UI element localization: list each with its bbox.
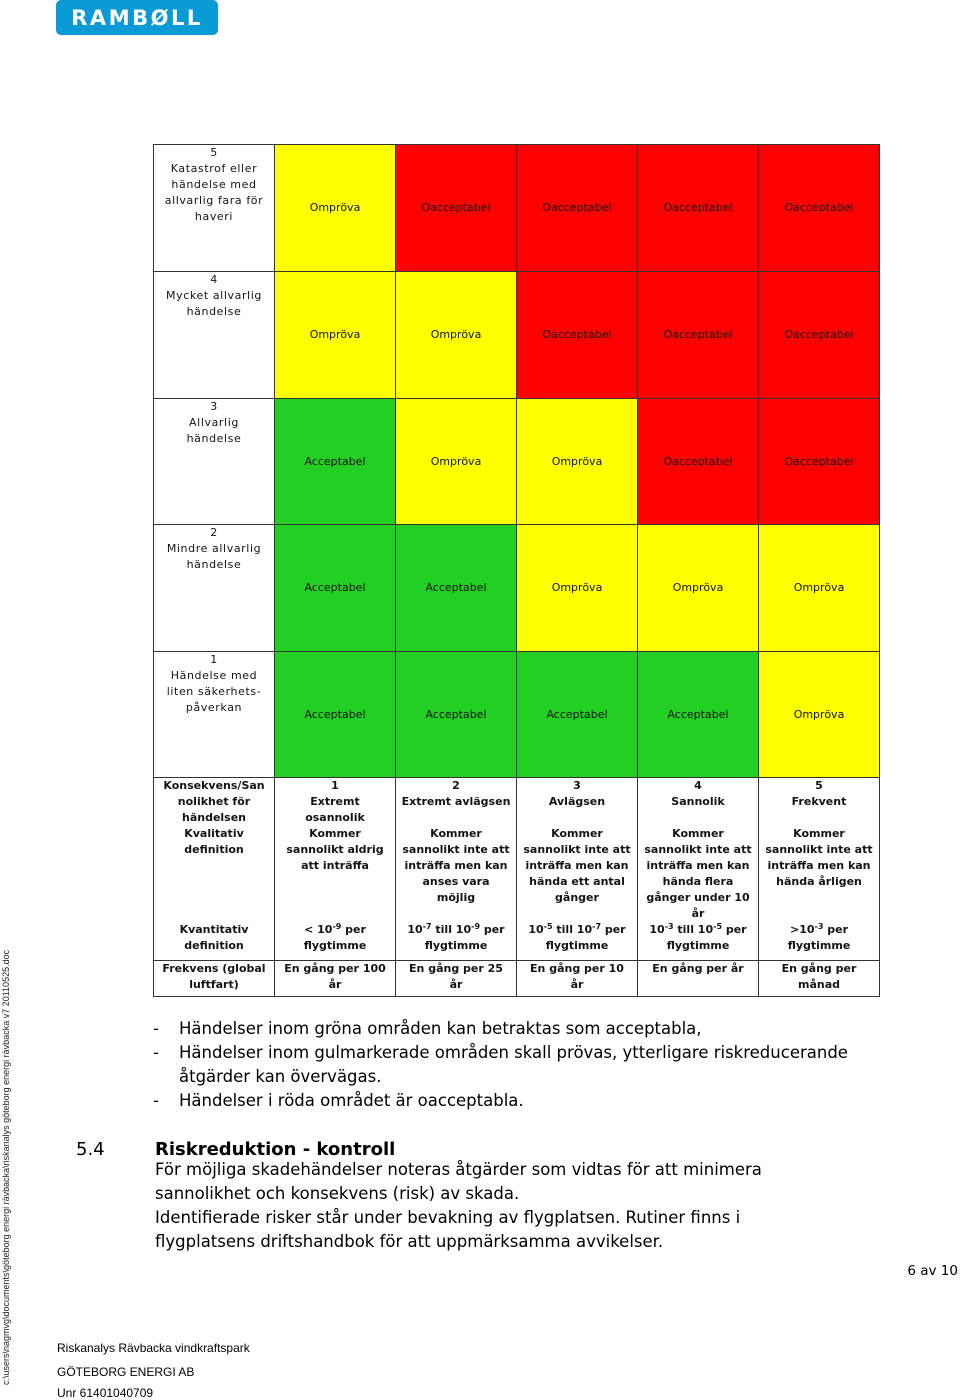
risk-assessment-text: Oacceptabel	[542, 328, 612, 341]
definition-header-line: osannolik	[305, 811, 365, 824]
definition-header-line: 4	[694, 779, 702, 792]
risk-cell-yellow	[275, 272, 396, 399]
quantitative-text: per	[341, 923, 366, 936]
risk-assessment-text: Oacceptabel	[663, 454, 733, 468]
definition-header	[396, 778, 516, 826]
risk-assessment-text: Ompröva	[793, 581, 845, 594]
section-title: Riskreduktion - kontroll	[155, 1139, 396, 1160]
exponent: -3	[664, 922, 674, 931]
footer-project: Riskanalys Rävbacka vindkraftspark	[57, 1341, 250, 1355]
section-number: 5.4	[76, 1139, 105, 1160]
risk-assessment-text: Ompröva	[793, 707, 845, 721]
frequency-value-line: månad	[797, 978, 840, 991]
exponent: -9	[332, 922, 342, 931]
quantitative-definition	[154, 922, 274, 954]
quantitative-definition	[759, 922, 879, 954]
consequence-label-line: Mycket allvarlig	[166, 289, 262, 302]
quantitative-line	[275, 922, 395, 938]
note-line: Händelser inom gröna områden kan betraktas som acceptabla,	[179, 1019, 702, 1038]
quantitative-text: >10	[789, 923, 815, 936]
consequence-label	[154, 525, 275, 652]
risk-assessment-text: Oacceptabel	[542, 201, 612, 214]
note-dash: -	[153, 1091, 159, 1110]
risk-assessment-text: Acceptabel	[425, 581, 487, 594]
likelihood-column-3	[517, 778, 638, 961]
exponent: -7	[592, 922, 602, 931]
qualitative-definition	[154, 826, 274, 922]
definition-header-line: nolikhet för	[177, 795, 251, 808]
quantitative-text: definition	[184, 939, 244, 952]
qualitative-line: hända ett antal	[529, 875, 625, 888]
risk-assessment-text: Oacceptabel	[663, 328, 733, 341]
note-item	[153, 1041, 848, 1089]
note-item	[153, 1089, 848, 1113]
note-line: Händelser inom gulmarkerade områden skall prövas, ytterligare riskreducerande	[179, 1043, 848, 1062]
consequence-label-line: 2	[210, 526, 218, 539]
note-text	[179, 1041, 848, 1089]
quantitative-line	[154, 938, 274, 954]
frequency-value-line: år	[328, 978, 342, 991]
risk-matrix	[153, 144, 880, 997]
quantitative-text: 10	[407, 923, 423, 936]
frequency-value	[759, 961, 880, 997]
consequence-label-line: Katastrof eller	[170, 162, 258, 175]
quantitative-line	[638, 938, 758, 954]
definition-header-line: Konsekvens/San	[163, 779, 265, 792]
risk-cell-green	[396, 525, 517, 652]
risk-cell-yellow	[517, 399, 638, 525]
definition-header	[517, 778, 637, 826]
definition-header	[759, 778, 879, 826]
definition-header-line: händelsen	[181, 811, 247, 824]
frequency-value-line: år	[570, 978, 584, 991]
qualitative-line: Kommer	[551, 827, 603, 840]
risk-cell-green	[275, 525, 396, 652]
consequence-label	[154, 652, 275, 778]
exponent: -5	[713, 922, 723, 931]
consequence-label-line: händelse med	[171, 178, 257, 191]
exponent: -5	[543, 922, 553, 931]
risk-assessment-text: Acceptabel	[304, 581, 366, 594]
consequence-label-line: liten säkerhets-	[166, 685, 262, 698]
quantitative-line	[275, 938, 395, 954]
risk-assessment-text: Oacceptabel	[784, 201, 854, 214]
quantitative-text: flygtimme	[424, 939, 488, 952]
consequence-label	[154, 272, 275, 399]
paragraph-line: flygplatsens driftshandbok för att uppmärksamma avvikelser.	[155, 1232, 664, 1251]
definition-header-line: 1	[331, 779, 339, 792]
definition-header-line: Extremt avlägsen	[401, 795, 511, 808]
frequency-value	[275, 961, 396, 997]
frequency-value-line: En gång per 25	[409, 962, 503, 975]
risk-cell-green	[275, 652, 396, 778]
qualitative-line: Kommer	[672, 827, 724, 840]
risk-assessment-text: Acceptabel	[667, 707, 729, 721]
risk-cell-green	[275, 399, 396, 525]
qualitative-line: sannolikt inte att	[523, 843, 631, 856]
likelihood-column-1	[275, 778, 396, 961]
note-dash: -	[153, 1043, 159, 1062]
risk-cell-red	[759, 145, 880, 272]
definition-header	[275, 778, 395, 826]
consequence-label-line: allvarlig fara för	[164, 194, 264, 207]
qualitative-line: gånger under 10	[646, 891, 750, 904]
risk-cell-yellow	[517, 525, 638, 652]
risk-cell-red	[517, 145, 638, 272]
frequency-value	[517, 961, 638, 997]
frequency-value-line: år	[449, 978, 463, 991]
note-line: Händelser i röda området är oacceptabla.	[179, 1091, 524, 1110]
paragraph-line: Identifierade risker står under bevakning av flygplatsen. Rutiner finns i	[155, 1208, 741, 1227]
quantitative-line	[396, 938, 516, 954]
risk-assessment-text: Acceptabel	[304, 707, 366, 721]
qualitative-line: sannolikt inte att	[402, 843, 510, 856]
quantitative-text: flygtimme	[303, 939, 367, 952]
exponent: -7	[422, 922, 432, 931]
risk-cell-yellow	[759, 652, 880, 778]
risk-cell-green	[396, 652, 517, 778]
frequency-label-line: Frekvens (global	[162, 962, 266, 975]
company-logo	[56, 0, 218, 35]
consequence-label-line: Händelse med	[170, 669, 258, 682]
consequence-label	[154, 399, 275, 525]
consequence-label-line: Allvarlig	[189, 416, 239, 429]
note-line: åtgärder kan övervägas.	[179, 1067, 382, 1086]
likelihood-column-4	[638, 778, 759, 961]
risk-cell-green	[638, 652, 759, 778]
qualitative-definition	[638, 826, 758, 922]
qualitative-definition	[396, 826, 516, 922]
consequence-label	[154, 145, 275, 272]
quantitative-line	[638, 922, 758, 938]
likelihood-column-2	[396, 778, 517, 961]
qualitative-line: inträffa men kan	[646, 859, 750, 872]
frequency-label-line: luftfart)	[189, 978, 239, 991]
risk-assessment-text: Oacceptabel	[421, 201, 491, 214]
qualitative-line: gånger	[555, 891, 599, 904]
quantitative-definition	[517, 922, 637, 954]
risk-assessment-text: Acceptabel	[546, 707, 608, 721]
consequence-label-line: 3	[210, 400, 218, 413]
note-text	[179, 1017, 702, 1041]
paragraph-line: För möjliga skadehändelser noteras åtgärder som vidtas för att minimera	[155, 1160, 762, 1179]
definition-header	[638, 778, 758, 826]
consequence-label-line: händelse	[186, 432, 242, 445]
section-paragraph	[155, 1158, 762, 1254]
quantitative-line	[396, 922, 516, 938]
qualitative-line: inträffa men kan	[525, 859, 629, 872]
paragraph-line: sannolikhet och konsekvens (risk) av skada.	[155, 1184, 520, 1203]
quantitative-line	[759, 922, 879, 938]
consequence-label-line: händelse	[186, 305, 242, 318]
consequence-label-line: händelse	[186, 558, 242, 571]
consequence-label-line: haveri	[194, 210, 234, 223]
risk-assessment-text: Ompröva	[309, 328, 361, 341]
risk-cell-red	[638, 272, 759, 399]
risk-assessment-text: Acceptabel	[304, 454, 366, 468]
definition-label-cell	[154, 778, 275, 961]
consequence-label-line: påverkan	[185, 701, 243, 714]
risk-cell-red	[638, 145, 759, 272]
definition-header-line: 3	[573, 779, 581, 792]
risk-cell-red	[759, 272, 880, 399]
definition-header-line: Avlägsen	[548, 795, 606, 808]
frequency-value-line: En gång per 100	[284, 962, 386, 975]
notes-list	[153, 1017, 848, 1113]
quantitative-definition	[396, 922, 516, 954]
frequency-value-line: En gång per år	[652, 962, 744, 975]
quantitative-text: flygtimme	[787, 939, 851, 952]
qualitative-line: definition	[184, 843, 244, 856]
definition-header	[154, 778, 274, 826]
risk-cell-red	[759, 399, 880, 525]
footer-unr: Unr 61401040709	[57, 1386, 154, 1400]
quantitative-line	[154, 922, 274, 938]
risk-cell-yellow	[759, 525, 880, 652]
risk-cell-yellow	[275, 145, 396, 272]
definition-header-line: Sannolik	[671, 795, 725, 808]
qualitative-line: sannolikt aldrig	[286, 843, 384, 856]
definition-header-line: 5	[815, 779, 823, 792]
qualitative-line: sannolikt inte att	[765, 843, 873, 856]
quantitative-line	[517, 938, 637, 954]
risk-assessment-text: Oacceptabel	[784, 454, 854, 468]
qualitative-line: inträffa men kan	[767, 859, 871, 872]
risk-cell-yellow	[396, 272, 517, 399]
risk-cell-red	[396, 145, 517, 272]
quantitative-definition	[275, 922, 395, 954]
file-path: c:\users\nagmvg\documents\göteborg energi rävbacka\riskanalys göteborg energi rävbacka v7 20110525.doc	[1, 949, 11, 1385]
quantitative-line	[759, 938, 879, 954]
consequence-label-line: Mindre allvarlig	[166, 542, 262, 555]
risk-assessment-text: Ompröva	[551, 581, 603, 594]
frequency-label	[154, 961, 275, 997]
risk-cell-red	[517, 272, 638, 399]
frequency-value-line: En gång per	[781, 962, 857, 975]
quantitative-text: per	[823, 923, 848, 936]
frequency-value	[638, 961, 759, 997]
quantitative-text: per	[601, 923, 626, 936]
definition-header-line: Extremt	[310, 795, 360, 808]
quantitative-text: flygtimme	[545, 939, 609, 952]
risk-cell-yellow	[396, 399, 517, 525]
qualitative-line: hända flera	[662, 875, 734, 888]
frequency-value-line: En gång per 10	[530, 962, 624, 975]
note-item	[153, 1017, 848, 1041]
qualitative-line: anses vara	[422, 875, 490, 888]
risk-assessment-text: Ompröva	[551, 454, 603, 468]
qualitative-definition	[517, 826, 637, 922]
exponent: -3	[814, 922, 824, 931]
qualitative-line: sannolikt inte att	[644, 843, 752, 856]
definition-header-line: 2	[452, 779, 460, 792]
quantitative-text: flygtimme	[666, 939, 730, 952]
definition-header-line: Frekvent	[791, 795, 847, 808]
quantitative-text: 10	[649, 923, 665, 936]
risk-assessment-text: Ompröva	[672, 581, 724, 594]
qualitative-line: Kommer	[793, 827, 845, 840]
page-number: 6 av 10	[907, 1263, 958, 1279]
qualitative-line: Kommer	[309, 827, 361, 840]
risk-cell-red	[638, 399, 759, 525]
qualitative-line: möjlig	[436, 891, 476, 904]
note-dash: -	[153, 1019, 159, 1038]
likelihood-column-5	[759, 778, 880, 961]
consequence-label-line: 4	[210, 273, 218, 286]
qualitative-line: år	[691, 907, 705, 920]
qualitative-line: Kommer	[430, 827, 482, 840]
risk-cell-green	[517, 652, 638, 778]
qualitative-line: att inträffa	[301, 859, 369, 872]
qualitative-line: inträffa men kan	[404, 859, 508, 872]
quantitative-definition	[638, 922, 758, 954]
quantitative-text: till 10	[431, 923, 472, 936]
quantitative-text: per	[722, 923, 747, 936]
quantitative-line	[517, 922, 637, 938]
frequency-value	[396, 961, 517, 997]
qualitative-definition	[759, 826, 879, 922]
footer-company: GÖTEBORG ENERGI AB	[57, 1365, 195, 1379]
quantitative-text: per	[480, 923, 505, 936]
risk-assessment-text: Oacceptabel	[784, 328, 854, 341]
risk-cell-yellow	[638, 525, 759, 652]
risk-assessment-text: Ompröva	[309, 201, 361, 214]
qualitative-definition	[275, 826, 395, 922]
risk-assessment-text: Ompröva	[430, 454, 482, 468]
qualitative-line: hända årligen	[776, 875, 862, 888]
quantitative-text: < 10	[304, 923, 333, 936]
consequence-label-line: 1	[210, 653, 218, 666]
exponent: -9	[471, 922, 481, 931]
consequence-label-line: 5	[210, 146, 218, 159]
quantitative-text: till 10	[552, 923, 593, 936]
note-text	[179, 1089, 524, 1113]
risk-assessment-text: Acceptabel	[425, 707, 487, 721]
risk-assessment-text: Ompröva	[430, 328, 482, 341]
quantitative-text: till 10	[673, 923, 714, 936]
risk-assessment-text: Oacceptabel	[663, 201, 733, 214]
quantitative-text: 10	[528, 923, 544, 936]
logo-text: RAMBØLL	[71, 5, 203, 30]
quantitative-text: Kvantitativ	[179, 923, 249, 936]
qualitative-line: Kvalitativ	[184, 827, 244, 840]
